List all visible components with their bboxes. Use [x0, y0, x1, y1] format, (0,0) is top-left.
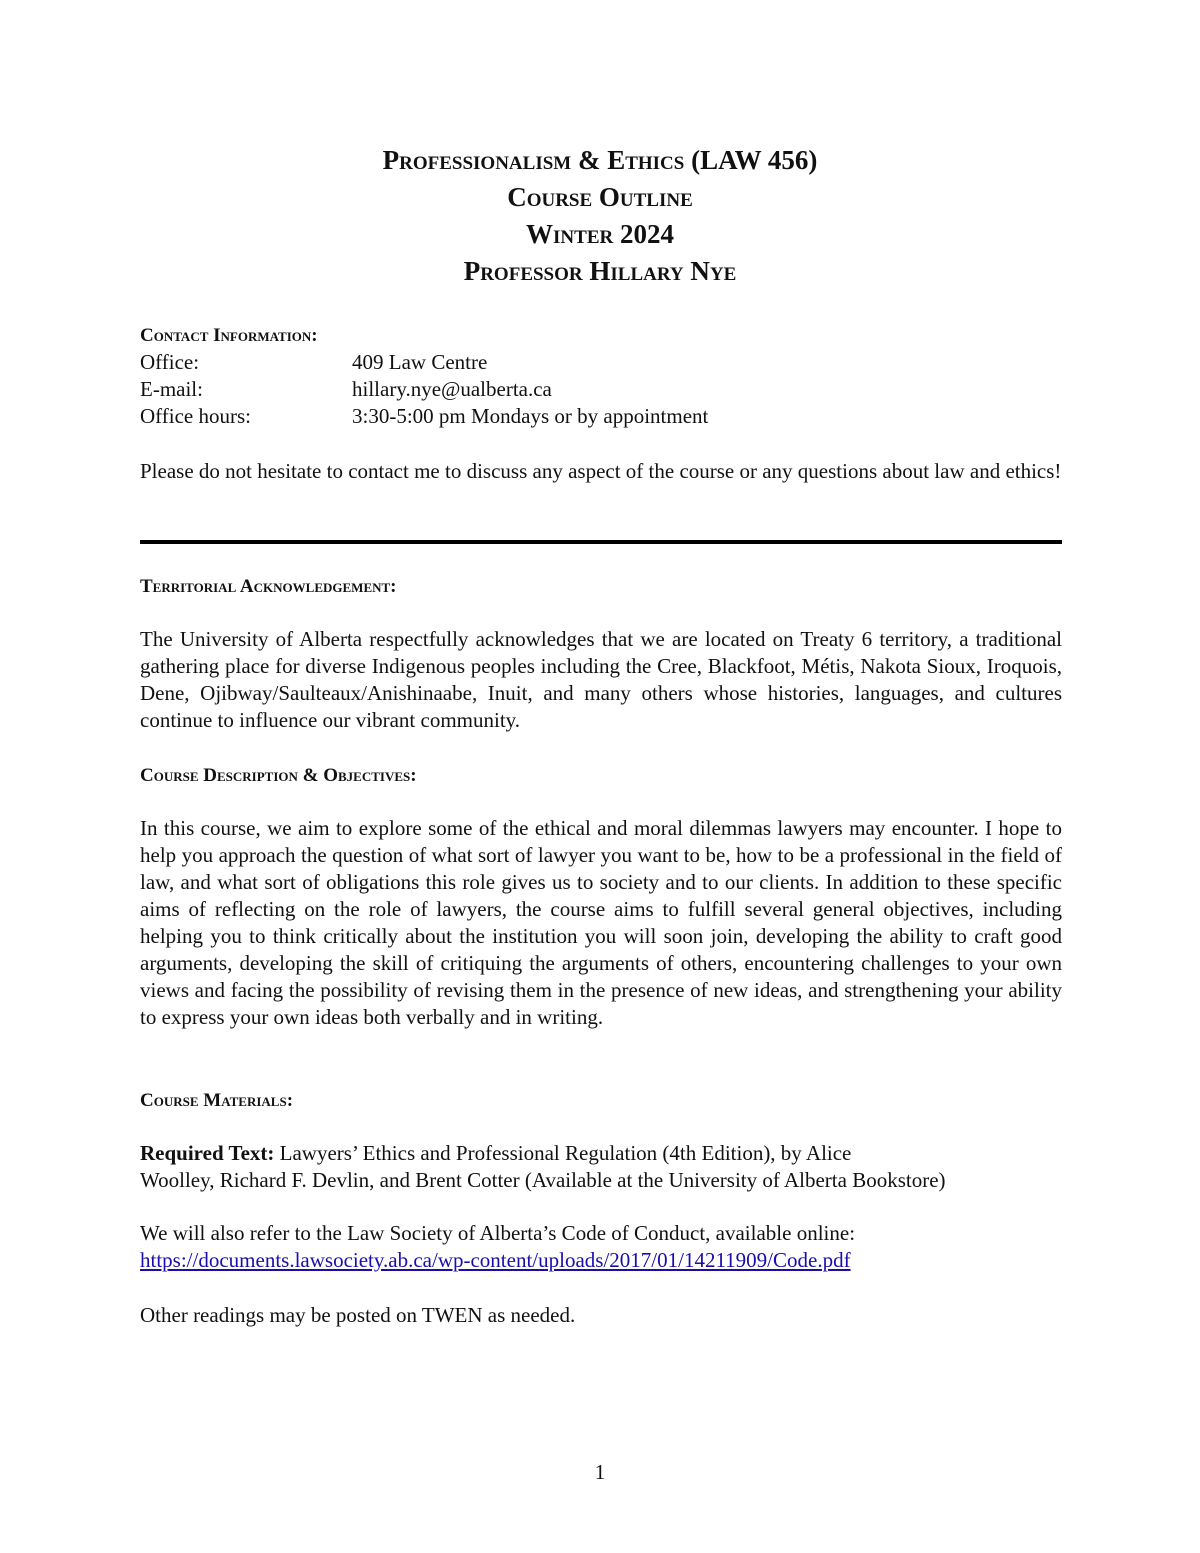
- required-text-title: Lawyers’ Ethics and Professional Regulation (4th Edition), by Alice: [274, 1141, 852, 1165]
- required-text-paragraph: [140, 1140, 1062, 1194]
- territorial-body: The University of Alberta respectfully acknowledges that we are located on Treaty 6 territory, a traditional gathering place for diverse Indigenous peoples including the Cree, Blackfoot, Métis, Nakota Sioux, Iroquois, Dene, Ojibway/Saulteaux/Anishinaabe, Inuit, and many others whose histories, languages, and cultures continue to influence our vibrant community.: [140, 627, 1062, 732]
- office-value: 409 Law Centre: [352, 350, 488, 374]
- course-title-block: [0, 142, 1200, 290]
- description-body: In this course, we aim to explore some of the ethical and moral dilemmas lawyers may encounter. I hope to help you approach the question of what sort of lawyer you want to be, how to be a professional in the field of law, and what sort of obligations this role gives us to society and to our clients. In addition to these specific aims of reflecting on the role of lawyers, the course aims to fulfill several general objectives, including helping you to think critically about the institution you will soon join, developing the ability to craft good arguments, developing the skill of critiquing the arguments of others, encountering challenges to your own views and facing the possibility of revising them in the presence of new ideas, and strengthening your ability to express your own ideas both verbally and in writing.: [140, 816, 1062, 1029]
- materials-heading-text: Course Materials:: [140, 1090, 294, 1111]
- course-title: Professionalism & Ethics (LAW 456): [382, 145, 818, 175]
- required-text-label: Required Text:: [140, 1141, 275, 1165]
- contact-row-email: [140, 376, 1062, 403]
- code-of-conduct-link[interactable]: https://documents.lawsociety.ab.ca/wp-content/uploads/2017/01/14211909/Code.pdf: [140, 1248, 851, 1272]
- horizontal-rule: [140, 540, 1062, 544]
- description-heading-text: Course Description & Objectives:: [140, 765, 417, 786]
- professor-heading: Professor Hillary Nye: [463, 256, 737, 286]
- email-label: E-mail:: [140, 377, 203, 401]
- contact-row-office: [140, 349, 1062, 376]
- required-text-line-1: [140, 1140, 1062, 1167]
- code-of-conduct-paragraph: [140, 1220, 1062, 1274]
- contact-heading: Contact Information:: [140, 325, 318, 346]
- territorial-heading: [140, 573, 1062, 600]
- materials-heading: [140, 1087, 1062, 1114]
- email-value: hillary.nye@ualberta.ca: [352, 377, 552, 401]
- office-label: Office:: [140, 350, 200, 374]
- office-hours-label: Office hours:: [140, 404, 251, 428]
- description-heading: [140, 762, 1062, 789]
- required-text-line-2: Woolley, Richard F. Devlin, and Brent Cotter (Available at the University of Alberta Bookstore): [140, 1168, 946, 1192]
- territorial-heading-text: Territorial Acknowledgement:: [140, 576, 397, 597]
- contact-note: Please do not hesitate to contact me to discuss any aspect of the course or any questions about law and ethics!: [140, 459, 1062, 483]
- office-hours-value: 3:30-5:00 pm Mondays or by appointment: [352, 404, 709, 428]
- contact-row-office-hours: [140, 403, 1062, 430]
- term-heading: Winter 2024: [526, 219, 674, 249]
- page-number: 1: [594, 1460, 606, 1484]
- course-outline-heading: Course Outline: [507, 182, 693, 212]
- contact-section: [140, 322, 1062, 430]
- code-of-conduct-text: We will also refer to the Law Society of Alberta’s Code of Conduct, available online:: [140, 1221, 856, 1245]
- other-readings-note: Other readings may be posted on TWEN as needed.: [140, 1303, 576, 1327]
